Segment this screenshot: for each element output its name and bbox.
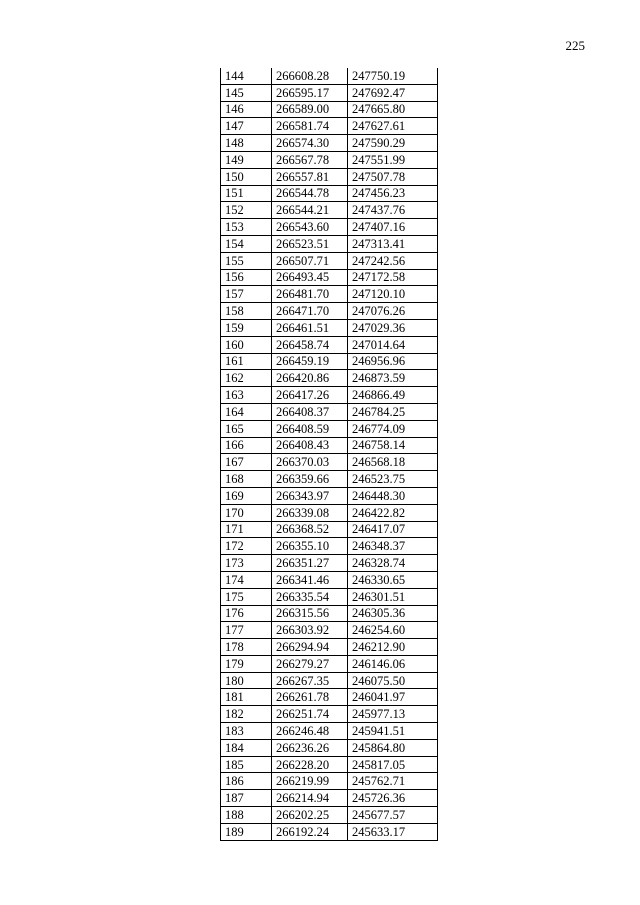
table-row bbox=[221, 84, 438, 101]
y-coordinate-cell: 247242.56 bbox=[348, 252, 438, 269]
table-row bbox=[221, 723, 438, 740]
x-coordinate-cell: 266303.92 bbox=[272, 622, 348, 639]
point-number-cell: 157 bbox=[221, 286, 272, 303]
point-number-cell: 164 bbox=[221, 403, 272, 420]
coordinates-table bbox=[220, 68, 438, 841]
point-number-cell: 163 bbox=[221, 387, 272, 404]
table-row bbox=[221, 639, 438, 656]
table-row bbox=[221, 521, 438, 538]
y-coordinate-cell: 247507.78 bbox=[348, 168, 438, 185]
point-number-cell: 154 bbox=[221, 235, 272, 252]
table-row bbox=[221, 588, 438, 605]
table-row bbox=[221, 319, 438, 336]
point-number-cell: 151 bbox=[221, 185, 272, 202]
point-number-cell: 187 bbox=[221, 790, 272, 807]
y-coordinate-cell: 245941.51 bbox=[348, 723, 438, 740]
y-coordinate-cell: 246417.07 bbox=[348, 521, 438, 538]
table-row bbox=[221, 756, 438, 773]
table-row bbox=[221, 303, 438, 320]
point-number-cell: 183 bbox=[221, 723, 272, 740]
point-number-cell: 155 bbox=[221, 252, 272, 269]
y-coordinate-cell: 247172.58 bbox=[348, 269, 438, 286]
table-row bbox=[221, 185, 438, 202]
y-coordinate-cell: 246328.74 bbox=[348, 555, 438, 572]
point-number-cell: 167 bbox=[221, 454, 272, 471]
point-number-cell: 176 bbox=[221, 605, 272, 622]
x-coordinate-cell: 266581.74 bbox=[272, 118, 348, 135]
table-row bbox=[221, 235, 438, 252]
point-number-cell: 162 bbox=[221, 370, 272, 387]
x-coordinate-cell: 266339.08 bbox=[272, 504, 348, 521]
x-coordinate-cell: 266543.60 bbox=[272, 219, 348, 236]
y-coordinate-cell: 245977.13 bbox=[348, 706, 438, 723]
y-coordinate-cell: 246448.30 bbox=[348, 487, 438, 504]
y-coordinate-cell: 247014.64 bbox=[348, 336, 438, 353]
table-row bbox=[221, 387, 438, 404]
y-coordinate-cell: 245677.57 bbox=[348, 807, 438, 824]
x-coordinate-cell: 266335.54 bbox=[272, 588, 348, 605]
point-number-cell: 158 bbox=[221, 303, 272, 320]
table-row bbox=[221, 101, 438, 118]
x-coordinate-cell: 266267.35 bbox=[272, 672, 348, 689]
x-coordinate-cell: 266370.03 bbox=[272, 454, 348, 471]
x-coordinate-cell: 266459.19 bbox=[272, 353, 348, 370]
point-number-cell: 153 bbox=[221, 219, 272, 236]
y-coordinate-cell: 246523.75 bbox=[348, 471, 438, 488]
point-number-cell: 174 bbox=[221, 571, 272, 588]
point-number-cell: 180 bbox=[221, 672, 272, 689]
point-number-cell: 173 bbox=[221, 555, 272, 572]
x-coordinate-cell: 266219.99 bbox=[272, 773, 348, 790]
table-row bbox=[221, 219, 438, 236]
x-coordinate-cell: 266461.51 bbox=[272, 319, 348, 336]
table-row bbox=[221, 790, 438, 807]
table-row bbox=[221, 555, 438, 572]
point-number-cell: 159 bbox=[221, 319, 272, 336]
x-coordinate-cell: 266343.97 bbox=[272, 487, 348, 504]
table-row bbox=[221, 487, 438, 504]
point-number-cell: 147 bbox=[221, 118, 272, 135]
point-number-cell: 188 bbox=[221, 807, 272, 824]
x-coordinate-cell: 266557.81 bbox=[272, 168, 348, 185]
point-number-cell: 166 bbox=[221, 437, 272, 454]
x-coordinate-cell: 266408.43 bbox=[272, 437, 348, 454]
table-row bbox=[221, 689, 438, 706]
y-coordinate-cell: 247692.47 bbox=[348, 84, 438, 101]
y-coordinate-cell: 247437.76 bbox=[348, 202, 438, 219]
y-coordinate-cell: 246774.09 bbox=[348, 420, 438, 437]
x-coordinate-cell: 266408.59 bbox=[272, 420, 348, 437]
x-coordinate-cell: 266595.17 bbox=[272, 84, 348, 101]
y-coordinate-cell: 247665.80 bbox=[348, 101, 438, 118]
x-coordinate-cell: 266481.70 bbox=[272, 286, 348, 303]
table-row bbox=[221, 655, 438, 672]
x-coordinate-cell: 266544.21 bbox=[272, 202, 348, 219]
table-row bbox=[221, 571, 438, 588]
point-number-cell: 148 bbox=[221, 135, 272, 152]
point-number-cell: 186 bbox=[221, 773, 272, 790]
x-coordinate-cell: 266567.78 bbox=[272, 151, 348, 168]
table-row bbox=[221, 168, 438, 185]
x-coordinate-cell: 266202.25 bbox=[272, 807, 348, 824]
x-coordinate-cell: 266236.26 bbox=[272, 739, 348, 756]
point-number-cell: 165 bbox=[221, 420, 272, 437]
x-coordinate-cell: 266355.10 bbox=[272, 538, 348, 555]
point-number-cell: 156 bbox=[221, 269, 272, 286]
x-coordinate-cell: 266359.66 bbox=[272, 471, 348, 488]
y-coordinate-cell: 246866.49 bbox=[348, 387, 438, 404]
point-number-cell: 172 bbox=[221, 538, 272, 555]
y-coordinate-cell: 247029.36 bbox=[348, 319, 438, 336]
y-coordinate-cell: 247551.99 bbox=[348, 151, 438, 168]
point-number-cell: 182 bbox=[221, 706, 272, 723]
point-number-cell: 144 bbox=[221, 68, 272, 84]
point-number-cell: 160 bbox=[221, 336, 272, 353]
point-number-cell: 184 bbox=[221, 739, 272, 756]
y-coordinate-cell: 246212.90 bbox=[348, 639, 438, 656]
y-coordinate-cell: 247120.10 bbox=[348, 286, 438, 303]
point-number-cell: 150 bbox=[221, 168, 272, 185]
y-coordinate-cell: 246254.60 bbox=[348, 622, 438, 639]
x-coordinate-cell: 266408.37 bbox=[272, 403, 348, 420]
point-number-cell: 181 bbox=[221, 689, 272, 706]
table-row bbox=[221, 605, 438, 622]
y-coordinate-cell: 246422.82 bbox=[348, 504, 438, 521]
y-coordinate-cell: 247590.29 bbox=[348, 135, 438, 152]
x-coordinate-cell: 266351.27 bbox=[272, 555, 348, 572]
table-row bbox=[221, 420, 438, 437]
table-row bbox=[221, 454, 438, 471]
table-row bbox=[221, 807, 438, 824]
point-number-cell: 169 bbox=[221, 487, 272, 504]
y-coordinate-cell: 246041.97 bbox=[348, 689, 438, 706]
x-coordinate-cell: 266523.51 bbox=[272, 235, 348, 252]
y-coordinate-cell: 245817.05 bbox=[348, 756, 438, 773]
table-row bbox=[221, 739, 438, 756]
x-coordinate-cell: 266279.27 bbox=[272, 655, 348, 672]
x-coordinate-cell: 266574.30 bbox=[272, 135, 348, 152]
point-number-cell: 170 bbox=[221, 504, 272, 521]
point-number-cell: 171 bbox=[221, 521, 272, 538]
x-coordinate-cell: 266458.74 bbox=[272, 336, 348, 353]
table-row bbox=[221, 504, 438, 521]
point-number-cell: 145 bbox=[221, 84, 272, 101]
y-coordinate-cell: 246075.50 bbox=[348, 672, 438, 689]
point-number-cell: 175 bbox=[221, 588, 272, 605]
point-number-cell: 189 bbox=[221, 823, 272, 840]
table-row bbox=[221, 135, 438, 152]
y-coordinate-cell: 247076.26 bbox=[348, 303, 438, 320]
table-row bbox=[221, 706, 438, 723]
point-number-cell: 152 bbox=[221, 202, 272, 219]
x-coordinate-cell: 266417.26 bbox=[272, 387, 348, 404]
table-row bbox=[221, 118, 438, 135]
y-coordinate-cell: 247456.23 bbox=[348, 185, 438, 202]
x-coordinate-cell: 266228.20 bbox=[272, 756, 348, 773]
y-coordinate-cell: 247750.19 bbox=[348, 68, 438, 84]
table-row bbox=[221, 773, 438, 790]
table-row bbox=[221, 202, 438, 219]
point-number-cell: 149 bbox=[221, 151, 272, 168]
point-number-cell: 168 bbox=[221, 471, 272, 488]
table-row bbox=[221, 471, 438, 488]
y-coordinate-cell: 247627.61 bbox=[348, 118, 438, 135]
coordinates-table-body bbox=[221, 68, 438, 840]
table-row bbox=[221, 403, 438, 420]
x-coordinate-cell: 266471.70 bbox=[272, 303, 348, 320]
point-number-cell: 177 bbox=[221, 622, 272, 639]
y-coordinate-cell: 246568.18 bbox=[348, 454, 438, 471]
table-row bbox=[221, 286, 438, 303]
table-row bbox=[221, 538, 438, 555]
table-row bbox=[221, 370, 438, 387]
y-coordinate-cell: 246301.51 bbox=[348, 588, 438, 605]
point-number-cell: 161 bbox=[221, 353, 272, 370]
y-coordinate-cell: 245864.80 bbox=[348, 739, 438, 756]
table-row bbox=[221, 672, 438, 689]
y-coordinate-cell: 246146.06 bbox=[348, 655, 438, 672]
y-coordinate-cell: 246305.36 bbox=[348, 605, 438, 622]
x-coordinate-cell: 266251.74 bbox=[272, 706, 348, 723]
x-coordinate-cell: 266246.48 bbox=[272, 723, 348, 740]
table-row bbox=[221, 437, 438, 454]
x-coordinate-cell: 266192.24 bbox=[272, 823, 348, 840]
y-coordinate-cell: 246758.14 bbox=[348, 437, 438, 454]
table-row bbox=[221, 151, 438, 168]
x-coordinate-cell: 266294.94 bbox=[272, 639, 348, 656]
y-coordinate-cell: 246348.37 bbox=[348, 538, 438, 555]
table-row bbox=[221, 252, 438, 269]
x-coordinate-cell: 266589.00 bbox=[272, 101, 348, 118]
table-row bbox=[221, 269, 438, 286]
x-coordinate-cell: 266315.56 bbox=[272, 605, 348, 622]
y-coordinate-cell: 245726.36 bbox=[348, 790, 438, 807]
y-coordinate-cell: 246873.59 bbox=[348, 370, 438, 387]
point-number-cell: 178 bbox=[221, 639, 272, 656]
y-coordinate-cell: 246784.25 bbox=[348, 403, 438, 420]
point-number-cell: 179 bbox=[221, 655, 272, 672]
point-number-cell: 185 bbox=[221, 756, 272, 773]
table-row bbox=[221, 622, 438, 639]
y-coordinate-cell: 245762.71 bbox=[348, 773, 438, 790]
table-row bbox=[221, 353, 438, 370]
y-coordinate-cell: 246330.65 bbox=[348, 571, 438, 588]
x-coordinate-cell: 266368.52 bbox=[272, 521, 348, 538]
x-coordinate-cell: 266544.78 bbox=[272, 185, 348, 202]
x-coordinate-cell: 266420.86 bbox=[272, 370, 348, 387]
x-coordinate-cell: 266214.94 bbox=[272, 790, 348, 807]
page-number: 225 bbox=[565, 38, 585, 53]
table-row bbox=[221, 336, 438, 353]
table-row bbox=[221, 68, 438, 84]
point-number-cell: 146 bbox=[221, 101, 272, 118]
x-coordinate-cell: 266493.45 bbox=[272, 269, 348, 286]
x-coordinate-cell: 266261.78 bbox=[272, 689, 348, 706]
y-coordinate-cell: 247313.41 bbox=[348, 235, 438, 252]
y-coordinate-cell: 247407.16 bbox=[348, 219, 438, 236]
x-coordinate-cell: 266507.71 bbox=[272, 252, 348, 269]
x-coordinate-cell: 266608.28 bbox=[272, 68, 348, 84]
table-row bbox=[221, 823, 438, 840]
x-coordinate-cell: 266341.46 bbox=[272, 571, 348, 588]
y-coordinate-cell: 246956.96 bbox=[348, 353, 438, 370]
y-coordinate-cell: 245633.17 bbox=[348, 823, 438, 840]
